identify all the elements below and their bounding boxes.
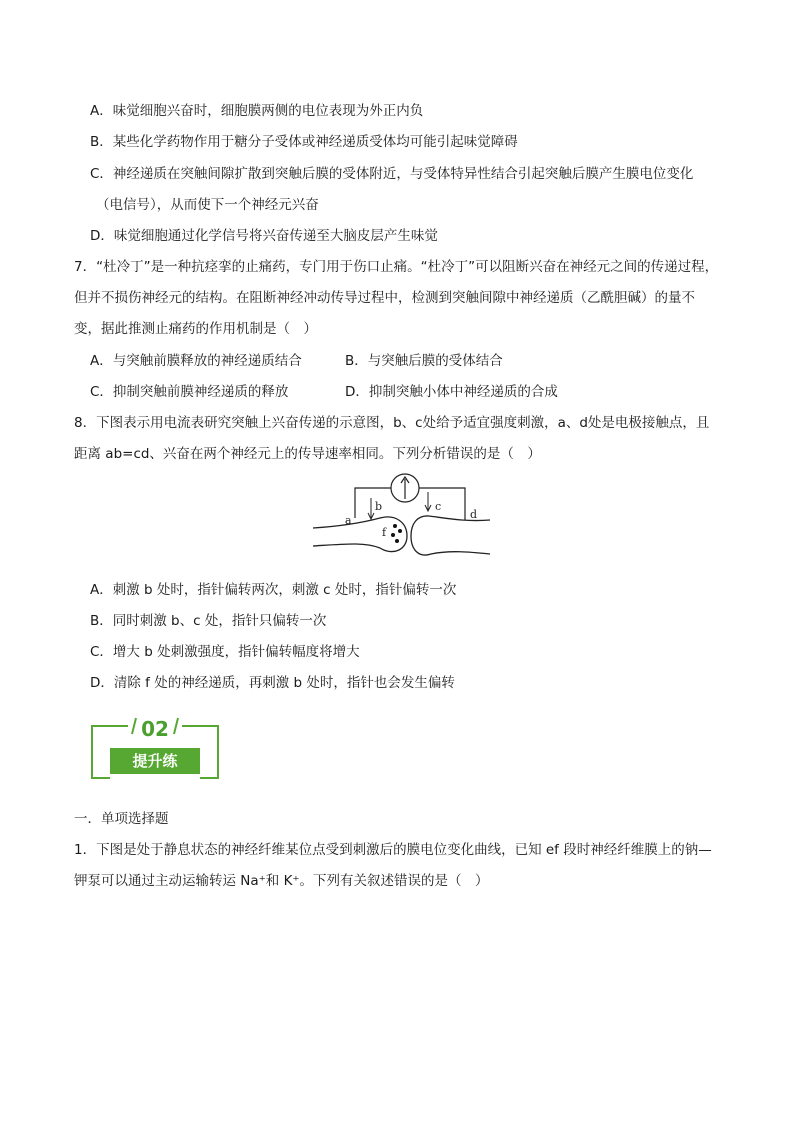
q7-option-c: C．抑制突触前膜神经递质的释放 — [90, 384, 289, 400]
synapse-diagram — [305, 468, 495, 568]
q8-option-b: B．同时刺激 b、c 处，指针只偏转一次 — [90, 613, 327, 629]
badge-number: 02 — [141, 717, 169, 741]
q6-option-c-line1: C．神经递质在突触间隙扩散到突触后膜的受体附近，与受体特异性结合引起突触后膜产生膜电位变化 — [90, 166, 694, 182]
q6-option-c-line2: （电信号），从而使下一个神经元兴奋 — [96, 197, 319, 213]
q1-stem-line2: 钾泵可以通过主动运输转运 Na⁺和 K⁺。下列有关叙述错误的是（ ） — [74, 873, 489, 889]
q7-option-a: A．与突触前膜释放的神经递质结合 — [90, 353, 302, 369]
label-f: f — [382, 526, 387, 539]
q8-option-d: D．清除 f 处的神经递质，再刺激 b 处时，指针也会发生偏转 — [90, 675, 455, 691]
q7-stem-line3: 变，据此推测止痛药的作用机制是（ ） — [74, 321, 317, 337]
q7-stem-line2: 但并不损伤神经元的结构。在阻断神经冲动传导过程中，检测到突触间隙中神经递质（乙酰胆碱）的量不 — [74, 290, 695, 306]
q6-option-d: D．味觉细胞通过化学信号将兴奋传递至大脑皮层产生味觉 — [90, 228, 438, 244]
section-badge — [88, 712, 222, 784]
q8-stem-line1: 8．下图表示用电流表研究突触上兴奋传递的示意图，b、c处给予适宜强度刺激，a、d处是电极接触点，且 — [74, 415, 710, 431]
label-d: d — [470, 508, 478, 521]
q7-option-d: D．抑制突触小体中神经递质的合成 — [345, 384, 558, 400]
q1-stem-line1: 1．下图是处于静息状态的神经纤维某位点受到刺激后的膜电位变化曲线，已知 ef 段时神经纤维膜上的钠— — [74, 842, 712, 858]
q6-option-a: A．味觉细胞兴奋时，细胞膜两侧的电位表现为外正内负 — [90, 103, 424, 119]
label-c: c — [435, 500, 442, 513]
label-b: b — [375, 500, 383, 513]
q6-option-b: B．某些化学药物作用于糖分子受体或神经递质受体均可能引起味觉障碍 — [90, 134, 518, 150]
section-heading: 一．单项选择题 — [74, 811, 169, 827]
q8-option-c: C．增大 b 处刺激强度，指针偏转幅度将增大 — [90, 644, 360, 660]
q8-stem-line2: 距离 ab=cd、兴奋在两个神经元上的传导速率相同。下列分析错误的是（ ） — [74, 446, 541, 462]
badge-label: 提升练 — [110, 748, 200, 774]
q8-option-a: A．刺激 b 处时，指针偏转两次，刺激 c 处时，指针偏转一次 — [90, 582, 457, 598]
q7-stem-line1: 7．“杜冷丁”是一种抗痉挛的止痛药，专门用于伤口止痛。“杜冷丁”可以阻断兴奋在神经元之间的传递过程， — [74, 259, 719, 275]
label-a: a — [345, 514, 352, 527]
q7-option-b: B．与突触后膜的受体结合 — [345, 353, 503, 369]
